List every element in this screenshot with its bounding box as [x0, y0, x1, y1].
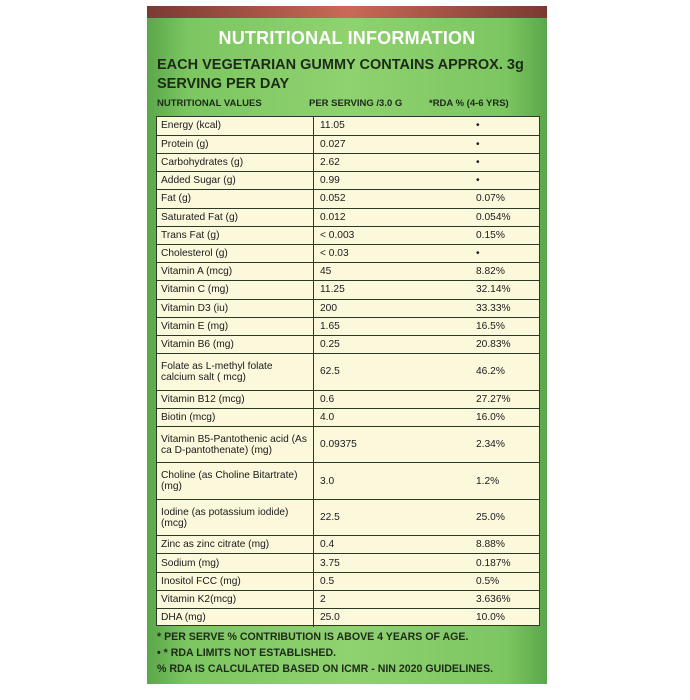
per-serving-cell: 0.012 — [314, 208, 435, 226]
per-serving-cell: 0.4 — [314, 536, 435, 554]
table-row — [157, 463, 539, 499]
per-serving-cell: 0.09375 — [314, 426, 435, 462]
nutrition-table — [156, 116, 540, 626]
per-serving-cell: < 0.003 — [314, 226, 435, 244]
per-serving-cell: 0.052 — [314, 190, 435, 208]
nutrient-name-cell: Carbohydrates (g) — [157, 153, 314, 171]
per-serving-cell: < 0.03 — [314, 244, 435, 262]
nutrient-name-cell: Fat (g) — [157, 190, 314, 208]
per-serving-cell: 62.5 — [314, 354, 435, 390]
rda-cell: • — [434, 117, 539, 135]
table-row — [157, 299, 539, 317]
nutrient-name-cell: Energy (kcal) — [157, 117, 314, 135]
per-serving-cell: 0.25 — [314, 335, 435, 353]
footnote-rda-not-established: • * RDA LIMITS NOT ESTABLISHED. — [157, 647, 337, 659]
table-row — [157, 335, 539, 353]
rda-cell: 0.187% — [434, 554, 539, 572]
rda-cell: 33.33% — [434, 299, 539, 317]
per-serving-cell: 0.5 — [314, 572, 435, 590]
table-row — [157, 408, 539, 426]
rda-cell: 25.0% — [434, 499, 539, 535]
per-serving-cell: 3.0 — [314, 463, 435, 499]
nutrition-table-body — [157, 117, 539, 627]
table-row — [157, 317, 539, 335]
footnote-rda-basis: % RDA IS CALCULATED BASED ON ICMR - NIN 2020 GUIDELINES. — [157, 663, 494, 675]
table-row — [157, 172, 539, 190]
table-row — [157, 554, 539, 572]
nutrient-name-cell: Cholesterol (g) — [157, 244, 314, 262]
nutrient-name-cell: Vitamin B12 (mcg) — [157, 390, 314, 408]
table-row — [157, 499, 539, 535]
rda-cell: 27.27% — [434, 390, 539, 408]
nutrient-name-cell: Trans Fat (g) — [157, 226, 314, 244]
per-serving-cell: 4.0 — [314, 408, 435, 426]
rda-cell: 16.5% — [434, 317, 539, 335]
nutrition-label-panel — [147, 18, 547, 684]
nutrient-name-cell: Zinc as zinc citrate (mg) — [157, 536, 314, 554]
rda-cell: 1.2% — [434, 463, 539, 499]
rda-cell: 0.5% — [434, 572, 539, 590]
nutrient-name-cell: Vitamin B6 (mg) — [157, 335, 314, 353]
per-serving-cell: 0.99 — [314, 172, 435, 190]
table-row — [157, 390, 539, 408]
table-row — [157, 244, 539, 262]
table-row — [157, 281, 539, 299]
nutrient-name-cell: Vitamin E (mg) — [157, 317, 314, 335]
rda-cell: 8.88% — [434, 536, 539, 554]
rda-cell: 0.054% — [434, 208, 539, 226]
nutrient-name-cell: Vitamin B5-Pantothenic acid (As ca D-pantothenate) (mg) — [157, 426, 314, 462]
nutrient-name-cell: Protein (g) — [157, 135, 314, 153]
column-header-rda: *RDA % (4-6 YRS) — [429, 98, 509, 109]
rda-cell: • — [434, 172, 539, 190]
per-serving-cell: 11.25 — [314, 281, 435, 299]
rda-cell: 46.2% — [434, 354, 539, 390]
nutrient-name-cell: DHA (mg) — [157, 609, 314, 627]
table-row — [157, 609, 539, 627]
table-row — [157, 263, 539, 281]
per-serving-cell: 0.027 — [314, 135, 435, 153]
column-header-per-serving: PER SERVING /3.0 G — [309, 98, 403, 109]
rda-cell: • — [434, 153, 539, 171]
per-serving-cell: 25.0 — [320, 612, 340, 624]
nutrient-name-cell: Added Sugar (g) — [157, 172, 314, 190]
rda-cell: 3.636% — [434, 590, 539, 608]
rda-cell: • — [434, 135, 539, 153]
rda-cell: • — [434, 244, 539, 262]
rda-cell: 0.07% — [434, 190, 539, 208]
nutrient-name-cell: Folate as L-methyl folate calcium salt ( mcg) — [157, 354, 314, 390]
per-serving-cell: 3.75 — [314, 554, 435, 572]
label-subtitle: EACH VEGETARIAN GUMMY CONTAINS APPROX. 3g SERVING PER DAY — [157, 57, 524, 92]
per-serving-cell: 22.5 — [314, 499, 435, 535]
per-serving-cell: 2 — [314, 590, 435, 608]
rda-cell: 20.83% — [434, 335, 539, 353]
nutrient-name-cell: Sodium (mg) — [157, 554, 314, 572]
per-serving-cell: 0.6 — [314, 390, 435, 408]
nutrient-name-cell: Biotin (mcg) — [157, 408, 314, 426]
column-header-nutritional-values: NUTRITIONAL VALUES — [157, 98, 262, 109]
per-serving-cell: 11.05 — [314, 117, 435, 135]
table-row — [157, 354, 539, 390]
rda-cell: 0.15% — [434, 226, 539, 244]
per-serving-cell: 2.62 — [314, 153, 435, 171]
rda-cell: 16.0% — [434, 408, 539, 426]
rda-cell: 8.82% — [434, 263, 539, 281]
table-row — [157, 208, 539, 226]
nutrient-name-cell: Vitamin A (mcg) — [157, 263, 314, 281]
label-title: NUTRITIONAL INFORMATION — [218, 28, 476, 48]
per-serving-cell: 45 — [314, 263, 435, 281]
per-serving-cell: 1.65 — [314, 317, 435, 335]
nutrient-name-cell: Vitamin C (mg) — [157, 281, 314, 299]
nutrient-name-cell: Saturated Fat (g) — [157, 208, 314, 226]
nutrient-name-cell: Vitamin D3 (iu) — [157, 299, 314, 317]
table-row — [157, 135, 539, 153]
table-row — [157, 190, 539, 208]
table-row — [157, 536, 539, 554]
table-row — [157, 590, 539, 608]
per-serving-cell: 200 — [314, 299, 435, 317]
rda-cell: 10.0% — [476, 612, 505, 624]
nutrient-name-cell: Inositol FCC (mg) — [157, 572, 314, 590]
rda-cell: 2.34% — [434, 426, 539, 462]
table-row — [157, 226, 539, 244]
footnote-serve-contribution: * PER SERVE % CONTRIBUTION IS ABOVE 4 YEARS OF AGE. — [157, 631, 469, 643]
table-row — [157, 117, 539, 135]
table-row — [157, 153, 539, 171]
nutrient-name-cell: Vitamin K2(mcg) — [157, 590, 314, 608]
table-row — [157, 572, 539, 590]
nutrient-name-cell: Choline (as Choline Bitartrate) (mg) — [157, 463, 314, 499]
rda-cell: 32.14% — [434, 281, 539, 299]
footnotes — [157, 629, 542, 677]
nutrient-name-cell: Iodine (as potassium iodide)(mcg) — [157, 499, 314, 535]
table-row — [157, 426, 539, 462]
